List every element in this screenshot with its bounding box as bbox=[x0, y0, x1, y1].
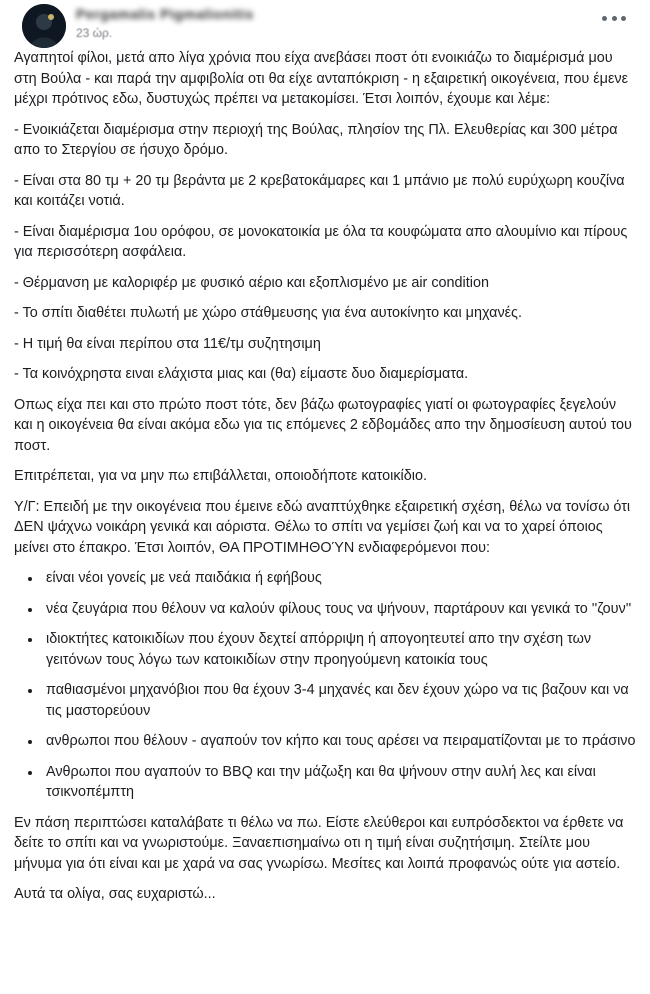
post-body bbox=[14, 48, 636, 905]
more-options-icon[interactable] bbox=[602, 10, 626, 26]
list-item: • παθιασμένοι μηχανόβιοι που θα έχουν 3-4 μηχανές και δεν έχουν χώρο να τις βαζουν και να τις μαστορεύουν bbox=[42, 680, 636, 721]
list-item: • νέα ζευγάρια που θέλουν να καλούν φίλους τους να ψήνουν, παρτάρουν και γενικά το ''ζουν'' bbox=[42, 599, 636, 620]
dot bbox=[602, 16, 607, 21]
post-header bbox=[14, 0, 636, 48]
paragraph-signoff: Αυτά τα ολίγα, σας ευχαριστώ... bbox=[14, 886, 216, 902]
paragraph-common-fees: - Τα κοινόχρηστα ειναι ελάχιστα μιας και (θα) είμαστε δυο διαμερίσματα. bbox=[14, 366, 469, 382]
list-item: • Ανθρωποι που αγαπούν το BBQ και την μάζωξη και θα ψήνουν στην αυλή λες και είναι τσικνοπέμπτη bbox=[42, 762, 636, 803]
list-item: • είναι νέοι γονείς με νεά παιδάκια ή εφήβους bbox=[42, 568, 636, 589]
avatar-silhouette-icon bbox=[22, 4, 66, 48]
list-item: • ιδιοκτήτες κατοικιδίων που έχουν δεχτεί απόρριψη ή απογοητευτεί απο την σχέση των γειτόνων τους λόγω των κατοικιδίων στην προηγούμενη κατοικία τους bbox=[42, 629, 636, 670]
dot bbox=[621, 16, 626, 21]
paragraph-pets: Επιτρέπεται, για να μην πω επιβάλλεται, οποιοδήποτε κατοικίδιο. bbox=[14, 468, 427, 484]
profile-avatar[interactable] bbox=[22, 4, 66, 48]
paragraph-parking: - Το σπίτι διαθέτει πυλωτή με χώρο στάθμευσης για ένα αυτοκίνητο και μηχανές. bbox=[14, 305, 522, 321]
author-name[interactable]: Pergamalis Pigmalionitis bbox=[76, 6, 254, 22]
paragraph-photos: Οπως είχα πει και στο πρώτο ποστ τότε, δεν βάζω φωτογραφίες γιατί οι φωτογραφίες ξεγελούν και η οικογένεια θα είναι ακόμα εδω για τις επόμενες 2 εδβομάδες απο την δημοσίευση αυτού του ποστ. bbox=[14, 396, 632, 454]
paragraph-price: - Η τιμή θα είναι περίπου στα 11€/τμ συζητησιμη bbox=[14, 335, 321, 352]
dot bbox=[612, 16, 617, 21]
paragraph-location: - Ενοικιάζεται διαμέρισμα στην περιοχή της Βούλας, πλησίον της Πλ. Ελευθερίας και 300 μέτρα απο το Στεργίου σε ήσυχο δρόμο. bbox=[14, 121, 618, 158]
paragraph-heating: - Θέρμανση με καλοριφέρ με φυσικό αέριο και εξοπλισμένο με air condition bbox=[14, 274, 489, 291]
paragraph-closing: Εν πάση περιπτώσει καταλάβατε τι θέλω να πω. Είστε ελεύθεροι και ευπρόσδεκτοι να έρθετε να δείτε το σπίτι και να γνωριστούμε. Ξαναεπισημαίνω οτι η τιμή είναι συζητήσιμη. Στείλτε μου μήνυμα για ότι είναι και με χαρά να σας γνωρίσω. Μεσίτες και λοιπά προφανώς ούτε για αστείο. bbox=[14, 814, 624, 872]
paragraph-floor: - Είναι διαμέρισμα 1ου ορόφου, σε μονοκατοικία με όλα τα κουφώματα απο αλουμίνιο και πίρους για περισσότερη ασφάλεια. bbox=[14, 223, 628, 260]
paragraph-intro: Αγαπητοί φίλοι, μετά απο λίγα χρόνια που είχα ανεβάσει ποστ ότι ενοικιάζω το διαμέρισμά μου στη Βούλα - και παρά την αμφιβολία οτι θα είχε ανταπόκριση - η εξαιρετική οικογένεια, που έμενε μέχρι πρότινος εδω, δυστυχώς πρέπει να μετακομίσει. Έτσι λοιπόν, έχουμε και λέμε: bbox=[14, 50, 628, 107]
list-item: • ανθρωποι που θέλουν - αγαπούν τον κήπο και τους αρέσει να πειραματίζονται με το πράσινο bbox=[42, 731, 636, 752]
post-timestamp[interactable]: 23 ώρ. bbox=[76, 26, 113, 40]
paragraph-ps: Υ/Γ: Επειδή με την οικογένεια που έμεινε εδώ αναπτύχθηκε εξαιρετική σχέση, θέλω να τονίσω ότι ΔΕΝ ψάχνω νοικάρη γενικά και αόριστα. Θέλω το σπίτι να γεμίσει ζωή και να το χαρεί όποιος μείνει στο έπακρο. Έτσι λοιπόν, ΘΑ ΠΡΟΤΙΜΗΘΟΎΝ ενδιαφερόμενοι που: bbox=[14, 498, 631, 556]
preferences-list bbox=[14, 568, 636, 803]
paragraph-size: - Είναι στα 80 τμ + 20 τμ βεράντα με 2 κρεβατοκάμαρες και 1 μπάνιο με πολύ ευρύχωρη κουζίνα και κοιτάζει νοτιά. bbox=[14, 172, 625, 209]
